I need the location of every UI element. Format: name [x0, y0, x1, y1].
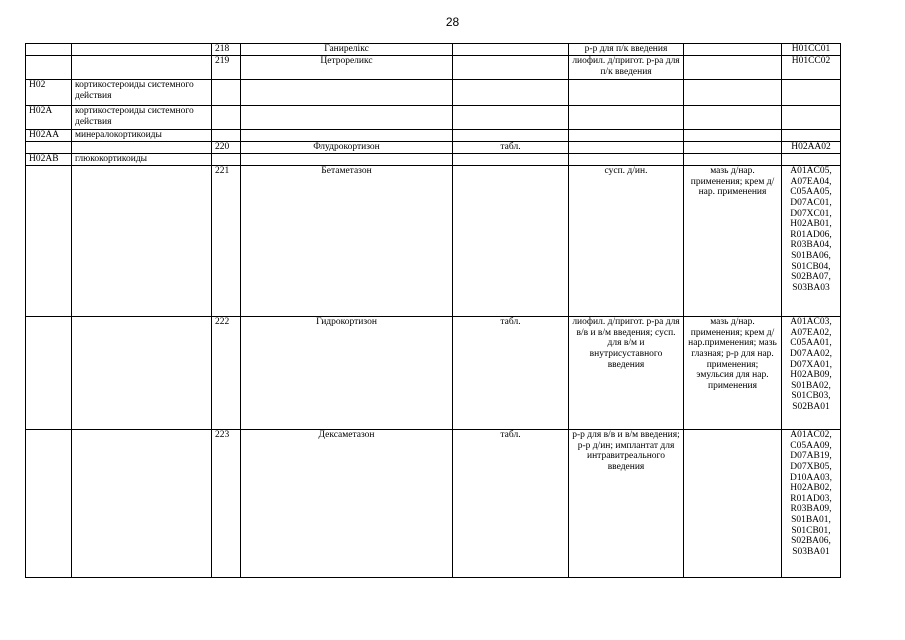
- atc-code-cell: H02A: [26, 106, 72, 130]
- table-row: [26, 142, 841, 154]
- page-number: 28: [445, 15, 460, 29]
- code-line: D07XB05,: [790, 461, 832, 472]
- group-name-cell: [72, 44, 212, 56]
- code-line: H02AB02,: [790, 483, 832, 494]
- code-line: D07AB19,: [790, 451, 832, 462]
- group-name-cell: [72, 166, 212, 317]
- table-row: [26, 56, 841, 80]
- codes-cell: [782, 56, 841, 80]
- item-number-cell: 221: [212, 166, 241, 317]
- code-line: D07AA02,: [790, 348, 832, 359]
- code-line: S01CB04,: [791, 261, 831, 272]
- atc-code-cell: H02: [26, 80, 72, 106]
- atc-code-cell: [26, 56, 72, 80]
- group-name-cell: [72, 430, 212, 578]
- dosage-form-c-cell: [684, 56, 782, 80]
- group-name-cell: минералокортикоиды: [72, 130, 212, 142]
- drug-name-cell: Флудрокортизон: [241, 142, 453, 154]
- code-line: R01AD03,: [790, 493, 832, 504]
- drug-name-cell: Дексаметазон: [241, 430, 453, 578]
- atc-code-cell: [26, 142, 72, 154]
- code-line: A01AC03,: [790, 317, 832, 327]
- dosage-form-a-cell: табл.: [453, 142, 569, 154]
- drug-name-cell: Гидрокортизон: [241, 317, 453, 430]
- dosage-form-c-cell: [684, 430, 782, 578]
- dosage-form-b-cell: р-р для п/к введения: [569, 44, 684, 56]
- drug-name-cell: Бетаметазон: [241, 166, 453, 317]
- code-line: D07XA01,: [790, 359, 832, 370]
- code-line: C05AA01,: [790, 338, 832, 349]
- codes-cell: [782, 166, 841, 317]
- code-line: H02AA02: [791, 142, 831, 152]
- code-line: R03BA04,: [790, 240, 832, 251]
- code-line: A01AC02,: [790, 430, 832, 440]
- table-row: [26, 317, 841, 430]
- dosage-form-a-cell: [453, 166, 569, 317]
- dosage-form-b-cell: р-р для в/в и в/м введения; р-р д/ин; имплантат для интравитреального введения: [569, 430, 684, 578]
- drug-register-table: [25, 43, 841, 578]
- atc-code-cell: [26, 166, 72, 317]
- table-row: [26, 44, 841, 56]
- group-name-cell: кортикостероиды системного действия: [72, 80, 212, 106]
- code-line: S01BA02,: [791, 380, 831, 391]
- code-line: S01BA06,: [791, 251, 831, 261]
- codes-cell: [782, 430, 841, 578]
- code-line: R03BA09,: [790, 504, 832, 515]
- code-line: S02BA07,: [791, 272, 831, 283]
- code-line: S03BA01: [792, 546, 830, 557]
- item-number-cell: 218: [212, 44, 241, 56]
- code-line: C05AA05,: [790, 187, 832, 198]
- group-name-cell: [72, 142, 212, 154]
- dosage-form-b-cell: [569, 142, 684, 154]
- dosage-form-c-cell: [684, 44, 782, 56]
- drug-name-cell: Ганирелікс: [241, 44, 453, 56]
- dosage-form-a-cell: табл.: [453, 430, 569, 578]
- code-line: S02BA06,: [791, 536, 831, 547]
- dosage-form-c-cell: [684, 142, 782, 154]
- table-row: [26, 430, 841, 578]
- group-name-cell: глюкокортикоиды: [72, 154, 212, 166]
- dosage-form-c-cell: мазь д/нар. применения; крем д/нар. применения: [684, 166, 782, 317]
- group-name-cell: [72, 317, 212, 430]
- code-line: A07EA02,: [790, 327, 832, 338]
- code-line: A01AC05,: [790, 166, 832, 176]
- table-row: [26, 166, 841, 317]
- table-row: [26, 130, 841, 142]
- code-line: S03BA03: [792, 282, 830, 293]
- dosage-form-a-cell: [453, 56, 569, 80]
- atc-code-cell: H02AB: [26, 154, 72, 166]
- table-row: [26, 106, 841, 130]
- code-line: H01CC01: [791, 44, 831, 54]
- dosage-form-b-cell: сусп. д/ин.: [569, 166, 684, 317]
- code-line: C05AA09,: [790, 440, 832, 451]
- dosage-form-b-cell: лиофил. д/пригот. р-ра для в/в и в/м введения; сусп. для в/м и внутрисуставного введения: [569, 317, 684, 430]
- table-row: [26, 80, 841, 106]
- codes-cell: [782, 142, 841, 154]
- code-line: D07AC01,: [790, 197, 832, 208]
- item-number-cell: 222: [212, 317, 241, 430]
- group-name-cell: [72, 56, 212, 80]
- code-line: D10AA03,: [790, 472, 832, 483]
- code-line: A07EA04,: [790, 176, 832, 187]
- dosage-form-a-cell: [453, 44, 569, 56]
- code-line: S01BA01,: [791, 515, 831, 525]
- item-number-cell: 223: [212, 430, 241, 578]
- codes-cell: [782, 317, 841, 430]
- code-line: H01CC02: [791, 56, 831, 66]
- atc-code-cell: [26, 317, 72, 430]
- code-line: S02BA01: [792, 402, 830, 412]
- item-number-cell: 220: [212, 142, 241, 154]
- code-line: D07XC01,: [790, 208, 832, 219]
- drug-name-cell: Цетрореликс: [241, 56, 453, 80]
- code-line: H02AB01,: [790, 219, 832, 230]
- atc-code-cell: [26, 44, 72, 56]
- table-row: [26, 154, 841, 166]
- item-number-cell: 219: [212, 56, 241, 80]
- group-name-cell: кортикостероиды системного действия: [72, 106, 212, 130]
- dosage-form-a-cell: табл.: [453, 317, 569, 430]
- code-line: S01CB01,: [791, 525, 831, 536]
- atc-code-cell: H02AA: [26, 130, 72, 142]
- code-line: R01AD06,: [790, 229, 832, 240]
- code-line: H02AB09,: [790, 370, 832, 381]
- codes-cell: [782, 44, 841, 56]
- atc-code-cell: [26, 430, 72, 578]
- dosage-form-c-cell: мазь д/нар. применения; крем д/нар.применения; мазь глазная; р-р для нар. применения; эмульсия для нар. применения: [684, 317, 782, 430]
- code-line: S01CB03,: [791, 391, 831, 402]
- dosage-form-b-cell: лиофил. д/пригот. р-ра для п/к введения: [569, 56, 684, 80]
